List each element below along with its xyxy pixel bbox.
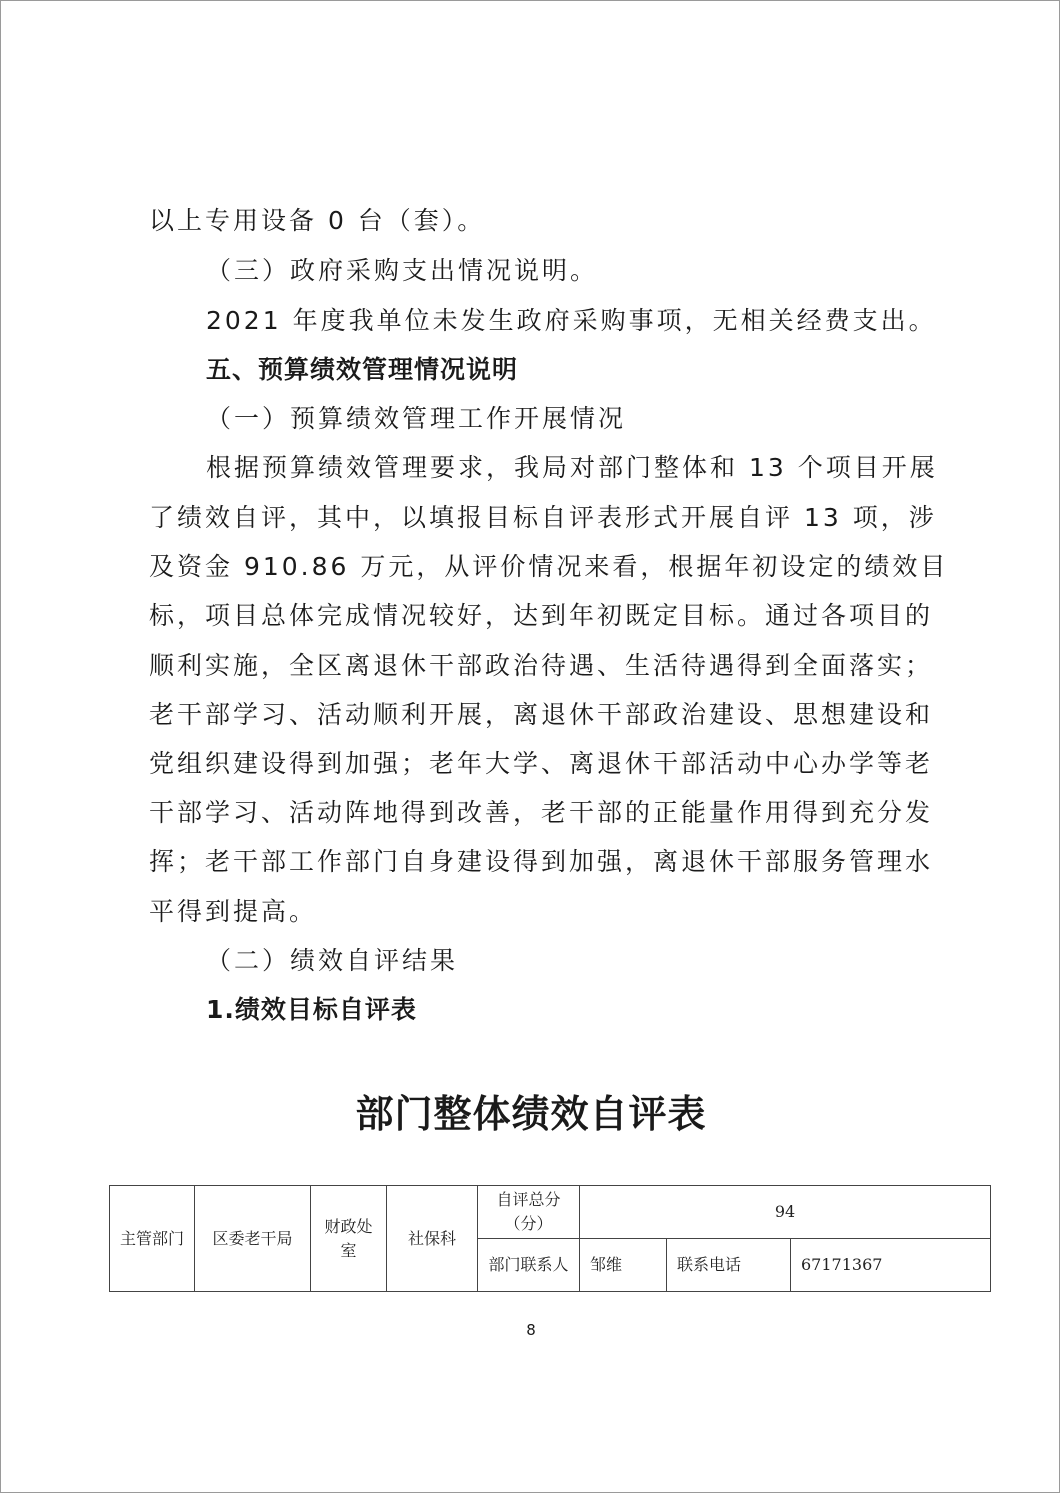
score-label: 自评总分（分） — [478, 1186, 580, 1239]
dept-value: 区委老干局 — [195, 1186, 311, 1292]
chapter-heading: 五、预算绩效管理情况说明 — [206, 355, 519, 384]
phone-label: 联系电话 — [667, 1239, 791, 1292]
finance-label: 财政处室 — [311, 1186, 387, 1292]
paragraph-line: 根据预算绩效管理要求，我局对部门整体和 13 个项目开展 — [206, 453, 938, 482]
phone-value: 67171367 — [791, 1239, 991, 1292]
contact-value: 邹维 — [580, 1239, 667, 1292]
paragraph-line: 标，项目总体完成情况较好，达到年初既定目标。通过各项目的 — [149, 601, 934, 630]
section-heading: （二）绩效自评结果 — [206, 946, 459, 975]
paragraph-line: 了绩效自评，其中，以填报目标自评表形式开展自评 13 项，涉 — [149, 503, 937, 532]
subsection-heading: 1.绩效目标自评表 — [206, 995, 417, 1024]
paragraph-line: 平得到提高。 — [149, 897, 318, 926]
score-value: 94 — [580, 1186, 991, 1239]
dept-label: 主管部门 — [110, 1186, 195, 1292]
paragraph-line: 党组织建设得到加强；老年大学、离退休干部活动中心办学等老 — [149, 749, 934, 778]
paragraph-line: 以上专用设备 0 台（套）。 — [149, 206, 486, 235]
finance-value: 社保科 — [387, 1186, 478, 1292]
table-title: 部门整体绩效自评表 — [355, 1091, 707, 1136]
paragraph-line: 老干部学习、活动顺利开展，离退休干部政治建设、思想建设和 — [149, 700, 934, 729]
paragraph-line: 干部学习、活动阵地得到改善，老干部的正能量作用得到充分发 — [149, 798, 934, 827]
section-heading: （一）预算绩效管理工作开展情况 — [206, 404, 627, 433]
page-number: 8 — [526, 1321, 536, 1339]
paragraph-line: 挥；老干部工作部门自身建设得到加强，离退休干部服务管理水 — [149, 847, 934, 876]
evaluation-table — [109, 1185, 991, 1292]
paragraph-line: 及资金 910.86 万元，从评价情况来看，根据年初设定的绩效目 — [149, 552, 949, 581]
contact-label: 部门联系人 — [478, 1239, 580, 1292]
paragraph-line: 顺利实施，全区离退休干部政治待遇、生活待遇得到全面落实； — [149, 651, 934, 680]
section-heading: （三）政府采购支出情况说明。 — [206, 256, 599, 285]
paragraph-line: 2021 年度我单位未发生政府采购事项，无相关经费支出。 — [206, 306, 937, 335]
